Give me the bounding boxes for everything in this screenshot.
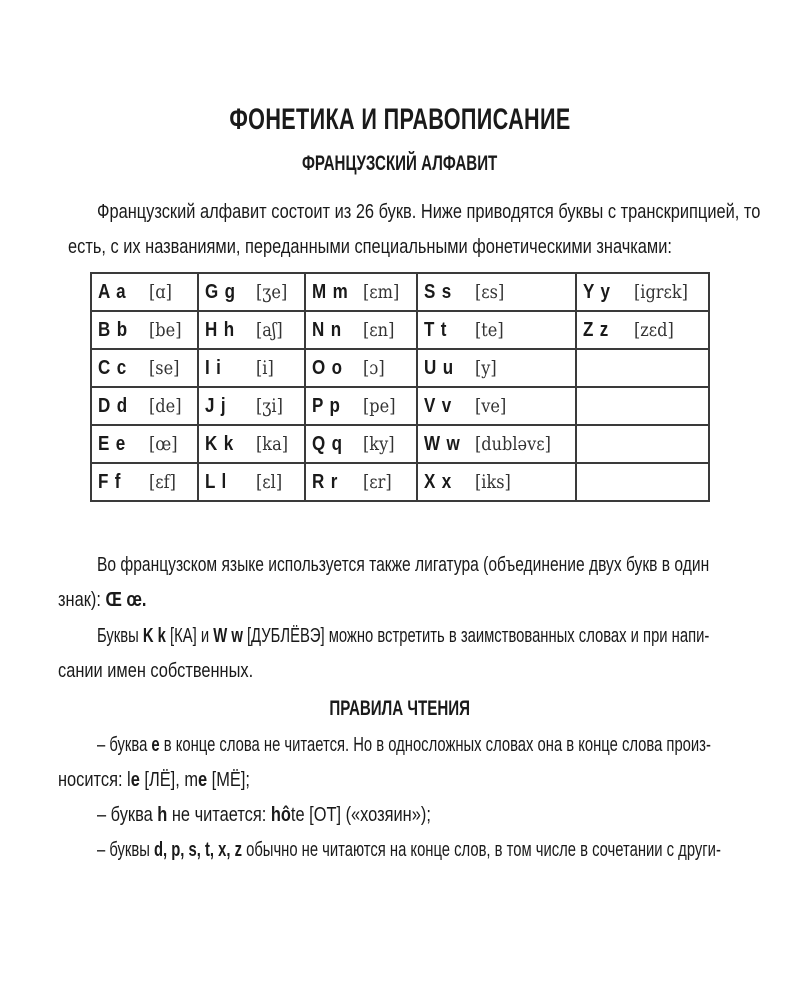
letter-pair: K k	[205, 432, 235, 455]
alphabet-row	[91, 311, 709, 349]
alphabet-cell	[576, 387, 709, 425]
letter-pair: U u	[424, 356, 454, 379]
letter-pair: T t	[424, 318, 448, 341]
letter-transcription: [igrɛk]	[634, 281, 689, 303]
letter-pair: R r	[312, 470, 339, 493]
alphabet-cell	[576, 463, 709, 501]
letter-pair: Q q	[312, 432, 344, 455]
letter-transcription: [ve]	[475, 395, 507, 417]
rule-3-line: – буквы d, p, s, t, x, z обычно не читаются на конце слов, в том числе в сочетании с други-	[97, 839, 721, 861]
letter-transcription: [i]	[256, 357, 275, 379]
alphabet-table	[90, 272, 710, 502]
letter-transcription: [ɔ]	[363, 357, 385, 379]
letter-pair: B b	[98, 318, 128, 341]
letter-pair: E e	[98, 432, 127, 455]
ligature-line-1: Во французском языке используется также лигатура (объединение двух букв в один	[97, 554, 710, 576]
letter-pair: N n	[312, 318, 343, 341]
letter-pair: X x	[424, 470, 453, 493]
letter-pair: S s	[424, 280, 453, 303]
letter-transcription: [ɛn]	[363, 319, 395, 341]
alphabet-cell	[576, 425, 709, 463]
letter-pair: C c	[98, 356, 128, 379]
alphabet-cell	[576, 349, 709, 387]
alphabet-cell	[198, 425, 305, 463]
letter-transcription: [aʃ]	[256, 319, 283, 341]
alphabet-cell	[417, 349, 576, 387]
alphabet-cell	[198, 349, 305, 387]
alphabet-cell	[417, 273, 576, 311]
letter-pair: J j	[205, 394, 227, 417]
letter-transcription: [ɛm]	[363, 281, 400, 303]
alphabet-cell	[417, 425, 576, 463]
letter-transcription: [se]	[149, 357, 180, 379]
letter-transcription: [ɛs]	[475, 281, 505, 303]
letter-pair: D d	[98, 394, 128, 417]
alphabet-cell	[417, 387, 576, 425]
alphabet-cell	[91, 425, 198, 463]
alphabet-row	[91, 273, 709, 311]
alphabet-cell	[305, 463, 417, 501]
kw-line-1: Буквы K k [КА] и W w [ДУБЛЁВЭ] можно встретить в заимствованных словах и при напи-	[97, 625, 710, 647]
letter-pair: F f	[98, 470, 122, 493]
section-title-rules: ПРАВИЛА ЧТЕНИЯ	[329, 697, 471, 720]
letter-transcription: [te]	[475, 319, 504, 341]
alphabet-cell	[198, 273, 305, 311]
alphabet-cell	[305, 387, 417, 425]
alphabet-cell	[91, 387, 198, 425]
letter-transcription: [ky]	[363, 433, 395, 455]
rule-1-line-2: носится: le [ЛЁ], me [МЁ];	[58, 769, 250, 791]
letter-pair: P p	[312, 394, 341, 417]
alphabet-cell	[198, 387, 305, 425]
ligature-line-2: знак): Œ œ.	[58, 589, 147, 611]
letter-transcription: [iks]	[475, 471, 511, 493]
letter-pair: H h	[205, 318, 236, 341]
alphabet-cell	[576, 273, 709, 311]
alphabet-row	[91, 425, 709, 463]
letter-transcription: [ʒi]	[256, 395, 284, 417]
letter-pair: Z z	[583, 318, 610, 341]
alphabet-cell	[417, 463, 576, 501]
letter-pair: I i	[205, 356, 223, 379]
letter-transcription: [ɛr]	[363, 471, 392, 493]
letter-transcription: [de]	[149, 395, 182, 417]
letter-pair: A a	[98, 280, 127, 303]
alphabet-cell	[417, 311, 576, 349]
letter-transcription: [y]	[475, 357, 497, 379]
letter-pair: Y y	[583, 280, 611, 303]
intro-line-1: Французский алфавит состоит из 26 букв. Ниже приводятся буквы с транскрипцией, то	[97, 201, 761, 223]
section-title-alphabet: ФРАНЦУЗСКИЙ АЛФАВИТ	[302, 152, 498, 175]
alphabet-row	[91, 387, 709, 425]
alphabet-cell	[576, 311, 709, 349]
intro-line-2: есть, с их названиями, переданными специальными фонетическими значками:	[68, 236, 672, 258]
alphabet-cell	[91, 273, 198, 311]
alphabet-cell	[91, 463, 198, 501]
alphabet-cell	[198, 463, 305, 501]
alphabet-cell	[198, 311, 305, 349]
alphabet-cell	[91, 349, 198, 387]
letter-transcription: [ka]	[256, 433, 289, 455]
letter-transcription: [ɑ]	[149, 281, 172, 303]
letter-transcription: [be]	[149, 319, 182, 341]
letter-transcription: [pe]	[363, 395, 396, 417]
page-title: ФОНЕТИКА И ПРАВОПИСАНИЕ	[229, 103, 571, 136]
alphabet-row	[91, 463, 709, 501]
ligature-chars: Œ œ.	[105, 589, 147, 611]
letter-transcription: [ɛf]	[149, 471, 176, 493]
letter-pair: M m	[312, 280, 349, 303]
alphabet-cell	[91, 311, 198, 349]
letter-pair: L l	[205, 470, 228, 493]
letter-transcription: [ʒe]	[256, 281, 288, 303]
letter-pair: W w	[424, 432, 461, 455]
letter-transcription: [dublәvɛ]	[475, 433, 551, 455]
letter-pair: V v	[424, 394, 453, 417]
alphabet-cell	[305, 273, 417, 311]
rule-2-line: – буква h не читается: hôte [ОТ] («хозяин»);	[97, 804, 431, 826]
alphabet-cell	[305, 311, 417, 349]
letter-transcription: [œ]	[149, 433, 178, 455]
alphabet-cell	[305, 349, 417, 387]
alphabet-cell	[305, 425, 417, 463]
alphabet-row	[91, 349, 709, 387]
rule-1-line-1: – буква e в конце слова не читается. Но в односложных словах она в конце слова произ-	[97, 734, 711, 756]
letter-pair: O o	[312, 356, 344, 379]
letter-transcription: [ɛl]	[256, 471, 283, 493]
kw-line-2: сании имен собственных.	[58, 660, 254, 682]
letter-pair: G g	[205, 280, 237, 303]
letter-transcription: [zɛd]	[634, 319, 674, 341]
